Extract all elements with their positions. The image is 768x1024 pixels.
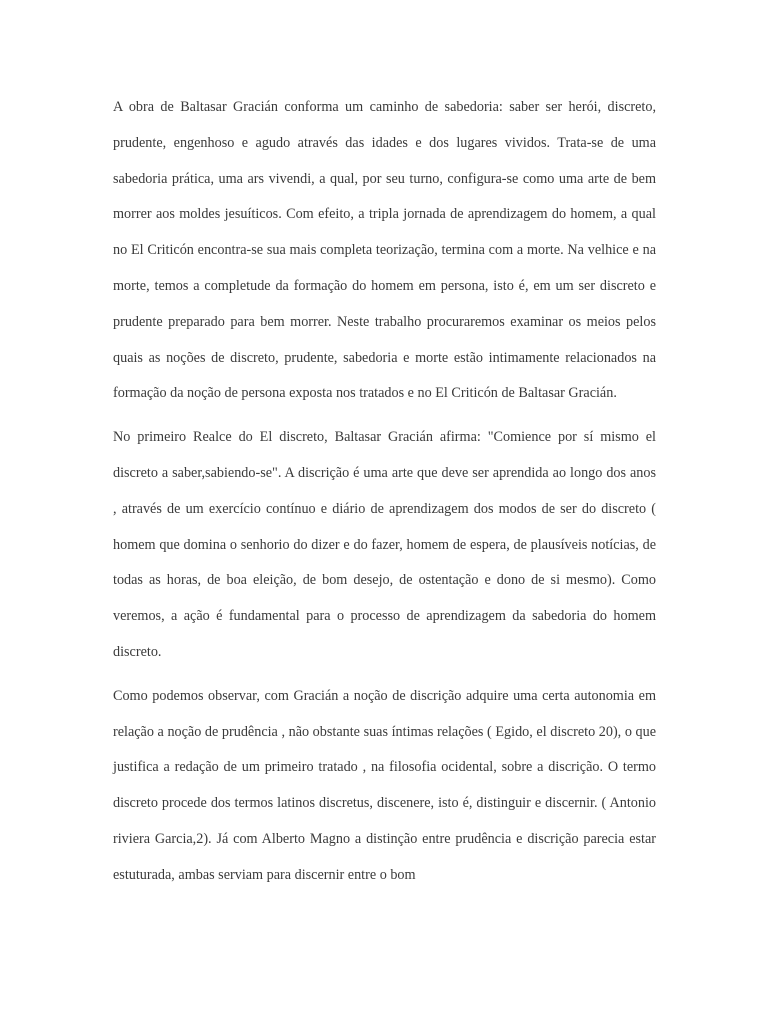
paragraph-1: A obra de Baltasar Gracián conforma um caminho de sabedoria: saber ser herói, discreto, prudente, engenhoso e agudo através das idades e dos lugares vividos. Trata-se de uma sabedoria prática, uma ars vivendi, a qual, por seu turno, configura-se como uma arte de bem morrer aos moldes jesuíticos. Com efeito, a tripla jornada de aprendizagem do homem, a qual no El Criticón encontra-se sua mais completa teorização, termina com a morte. Na velhice e na morte, temos a completude da formação do homem em persona, isto é, em um ser discreto e prudente preparado para bem morrer. Neste trabalho procuraremos examinar os meios pelos quais as noções de discreto, prudente, sabedoria e morte estão intimamente relacionados na formação da noção de persona exposta nos tratados e no El Criticón de Baltasar Gracián. — [113, 99, 656, 402]
paragraph-3: Como podemos observar, com Gracián a noção de discrição adquire uma certa autonomia em relação a noção de prudência , não obstante suas íntimas relações ( Egido, el discreto 20), o que justifica a redação de um primeiro tratado , na filosofia ocidental, sobre a discrição. O termo discreto procede dos termos latinos discretus, discenere, isto é, distinguir e discernir. ( Antonio riviera Garcia,2). Já com Alberto Magno a distinção entre prudência e discrição parecia estar estuturada, ambas serviam para discernir entre o bom — [113, 687, 656, 883]
paragraph-2: No primeiro Realce do El discreto, Baltasar Gracián afirma: "Comience por sí mismo el discreto a saber,sabiendo-se". A discrição é uma arte que deve ser aprendida ao longo dos anos , através de um exercício contínuo e diário de aprendizagem dos modos de ser do discreto ( homem que domina o senhorio do dizer e do fazer, homem de espera, de plausíveis notícias, de todas as horas, de boa eleição, de bom desejo, de ostentação e dono de si mesmo). Como veremos, a ação é fundamental para o processo de aprendizagem da sabedoria do homem discreto. — [113, 429, 656, 660]
body-text — [113, 90, 656, 902]
